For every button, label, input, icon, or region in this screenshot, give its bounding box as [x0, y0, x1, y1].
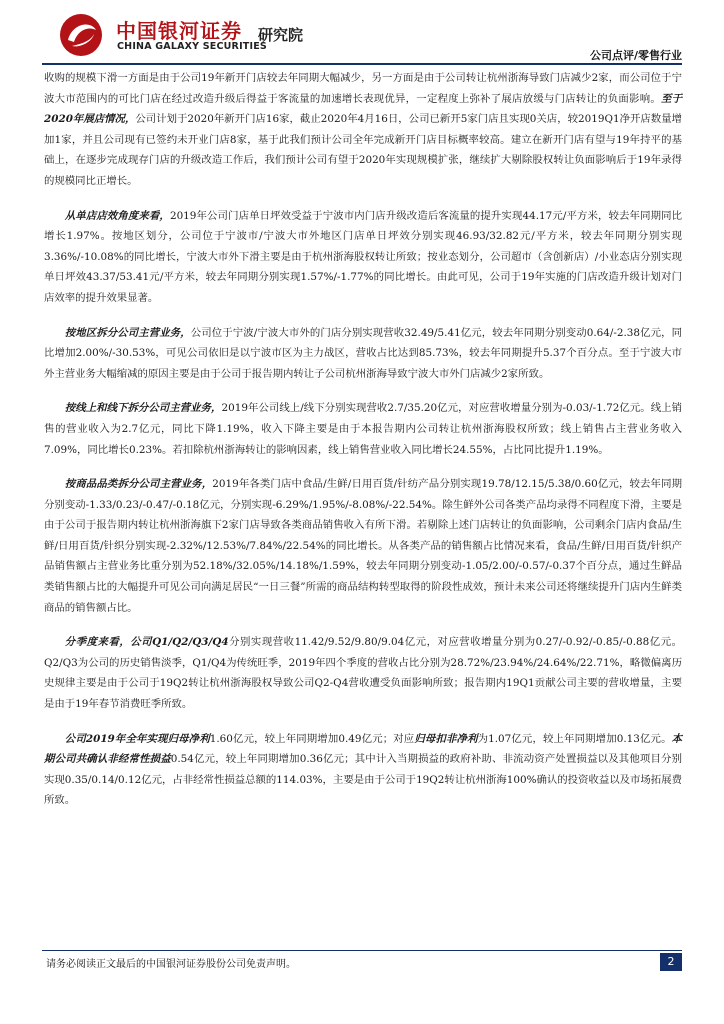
report-body	[44, 68, 682, 825]
footer-divider	[42, 950, 682, 951]
page-number: 2	[660, 953, 682, 971]
disclaimer-note: 请务必阅读正文最后的中国银河证券股份公司免责声明。	[46, 959, 296, 970]
china-galaxy-logo-icon	[58, 12, 104, 58]
emphasis-text: 公司2019年全年实现归母净利	[64, 732, 210, 745]
body-paragraph	[44, 729, 682, 811]
paragraph-text: 公司计划于2020年新开门店16家，截止2020年4月16日，公司已新开5家门店且实现0关店，较2019Q1净开店数量增加1家，并且公司现有已签约未开业门店8家，基于此我们预计公司全年完成新开门店目标概率较高。建立在新开门店有望与19年持平的基础上，在逐步完成现存门店的升级改造工作后，我们预计公司有望于2020年实现规模扩张，继续扩大剔除股权转让负面影响后于19年录得的规模同比正增长。	[44, 113, 683, 187]
paragraph-text: 2019年公司门店单日坪效受益于宁波市内门店升级改造后客流量的提升实现44.17元/平方米，较去年同期同比增长1.97%。按地区划分，公司位于宁波市/宁波大市外地区门店单日坪效分别实现46.93/32.82元/平方米，较去年同期分别实现3.36%/-10.08%的同比增长，宁波大市外下滑主要是由于杭州浙海股权转让所致；按业态划分，公司超市（含创新店）/小业态店分别实现单日坪效43.37/53.41元/平方米，较去年同期分别实现1.57%/-1.77%的同比增长。由此可见，公司于19年实施的门店改造升级计划对门店效率的提升效果显著。	[44, 209, 683, 304]
paragraph-text: 2019年公司线上/线下分别实现营收2.7/35.20亿元，对应营收增量分别为-0.03/-1.72亿元。线上销售的营业收入为2.7亿元，同比下降1.19%，收入下降主要是由于本报告期内公司转让杭州浙海股权所致；线上销售占主营业务收入7.09%，同比增长0.23%。若扣除杭州浙海转让的影响因素，线上销售营业收入同比增长24.55%，占比同比提升1.19%。	[44, 402, 683, 456]
body-paragraph	[44, 323, 682, 385]
paragraph-text: 0.54亿元，较上年同期增加0.36亿元；其中计入当期损益的政府补助、非流动资产处置损益以及其他项目分别实现0.35/0.14/0.12亿元，占非经常性损益总额的114.03%，主要是由于公司于19Q2转让杭州浙海100%确认的投资收益以及市场拓展费所致。	[44, 753, 682, 807]
paragraph-text: 1.60亿元，较上年同期增加0.49亿元；对应	[209, 732, 415, 745]
emphasis-text: 本期公司共确认非经常性损益	[44, 732, 683, 766]
page-header	[0, 0, 724, 64]
emphasis-text: 按商品品类拆分公司主营业务，	[64, 478, 213, 491]
emphasis-text: 按地区拆分公司主营业务，	[64, 326, 191, 339]
emphasis-text: 分季度来看，公司Q1/Q2/Q3/Q4	[64, 636, 229, 649]
emphasis-text: 归母扣非净利	[414, 732, 478, 745]
paragraph-text: 为1.07亿元，较上年同期增加0.13亿元。	[477, 732, 672, 745]
paragraph-text: 公司位于宁波/宁波大市外的门店分别实现营收32.49/5.41亿元，较去年同期分别变动0.64/-2.38亿元，同比增加2.00%/-30.53%，可见公司依旧是以宁波市区为主力战区，营收占比达到85.73%，较去年同期提升5.37个百分点。至于宁波大市外主营业务大幅缩减的原因主要是由于公司于报告期内转让子公司杭州浙海导致宁波大市外门店减少2家所致。	[44, 326, 683, 380]
body-paragraph	[44, 206, 682, 309]
paragraph-text: 分别实现营收11.42/9.52/9.80/9.04亿元，对应营收增量分别为0.27/-0.92/-0.85/-0.88亿元。Q2/Q3为公司的历史销售淡季，Q1/Q4为传统旺季，2019年四个季度的营收占比分别为28.72%/23.94%/24.64%/22.71%，略微偏离历史规律主要是由于公司于19Q2转让杭州浙海股权导致公司Q2-Q4营收遭受负面影响所致；报告期内19Q1贡献公司主要的营收增量，主要是由于19年春节消费旺季所致。	[44, 636, 682, 711]
emphasis-text: 至于2020年展店情况，	[44, 92, 682, 126]
emphasis-text: 按线上和线下拆分公司主营业务，	[64, 402, 222, 415]
body-paragraph	[44, 68, 682, 192]
body-paragraph	[44, 398, 682, 460]
emphasis-text: 从单店店效角度来看，	[64, 209, 170, 222]
brand-name-cn: 中国银河证券	[116, 19, 242, 43]
body-paragraph	[44, 474, 682, 618]
report-category: 公司点评/零售行业	[589, 49, 682, 62]
paragraph-text: 收购的规模下滑一方面是由于公司19年新开门店较去年同期大幅减少，另一方面是由于公司转让杭州浙海导致门店减少2家，而公司位于宁波大市范围内的可比门店在经过改造升级后得益于客流量的加速增长表现优异，一定程度上弥补了展店放缓与门店转让的负面影响。	[44, 72, 682, 105]
body-paragraph	[44, 632, 682, 714]
header-divider	[42, 63, 682, 65]
brand-name-en: CHINA GALAXY SECURITIES	[117, 41, 267, 52]
research-dept-label: 研究院	[258, 26, 304, 44]
paragraph-text: 2019年各类门店中食品/生鲜/日用百货/针纺产品分别实现19.78/12.15/5.38/0.60亿元，较去年同期分别变动-1.33/0.23/-0.47/-0.18亿元，分别实现-6.29%/1.95%/-8.08%/-22.54%。除生鲜外公司各类产品均录得不同程度下滑，主要是由于公司于报告期内转让杭州浙海旗下2家门店导致各类商品销售收入有所下滑。若剔除上述门店转让的负面影响，公司剩余门店内食品/生鲜/日用百货/针织分别实现-2.32%/12.53%/7.84%/22.54%的同比增长。从各类产品的销售额占比情况来看，食品/生鲜/日用百货/针织产品销售额占主营业务比重分别为52.18%/32.05%/14.18%/1.59%，较去年同期分别变动-1.05/2.00/-0.57/-0.37个百分点，通过生鲜品类销售额占比的大幅提升可见公司向满足居民“一日三餐”所需的商品结构转型取得的阶段性成效，预计未来公司还将继续提升门店内生鲜类商品的销售额占比。	[44, 478, 682, 614]
